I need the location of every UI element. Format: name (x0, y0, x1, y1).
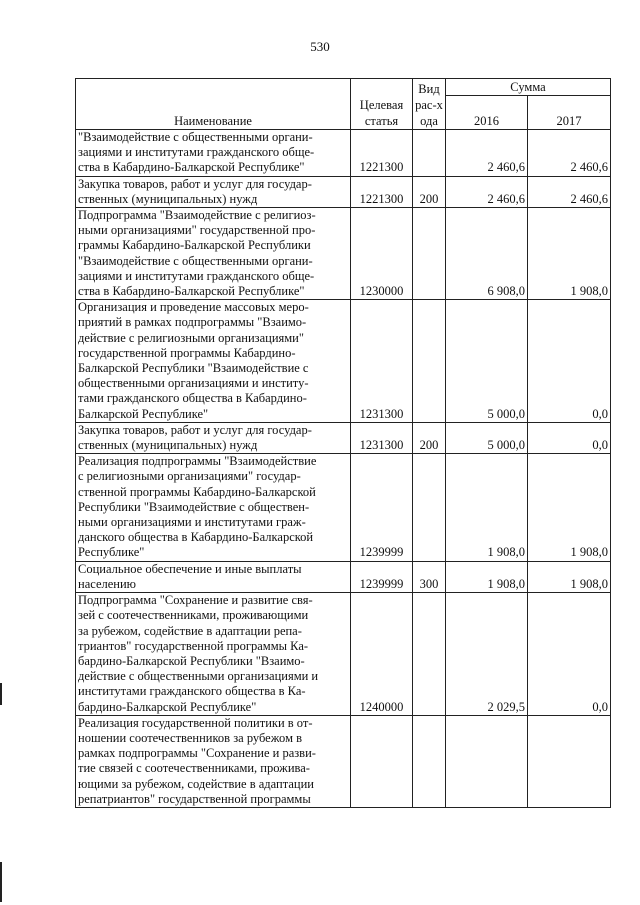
row-target-article: 1221300 (351, 176, 413, 207)
row-target-article: 1239999 (351, 454, 413, 561)
row-name-line: Реализация государственной политики в от- (78, 715, 313, 730)
row-name-line: ства в Кабардино-Балкарской Республике" (78, 160, 305, 175)
row-name-line: Подпрограмма "Сохранение и развитие свя- (78, 593, 313, 608)
row-name-line: рамках подпрограммы "Сохранение и разви- (78, 746, 316, 761)
table-row (76, 130, 611, 177)
row-sum-2016: 5 000,0 (446, 422, 528, 453)
row-name-line: населению (78, 576, 136, 591)
row-sum-2017: 0,0 (528, 422, 611, 453)
row-name (76, 130, 351, 177)
row-name-line: действие с общественными организациями и (78, 669, 319, 684)
table-row (76, 454, 611, 561)
header-target-article-text: Целевая статья (359, 98, 404, 128)
row-sum-2017: 1 908,0 (528, 561, 611, 592)
row-name-line: институтами гражданского общества в Ка- (78, 684, 306, 699)
row-name-line: с религиозными организациями" государ- (78, 469, 301, 484)
row-name (76, 454, 351, 561)
row-target-article: 1230000 (351, 208, 413, 300)
row-name-line: тами гражданского общества в Кабардино- (78, 391, 307, 406)
row-sum-2017: 0,0 (528, 593, 611, 716)
row-name-line: Организация и проведение массовых меро- (78, 300, 309, 315)
row-target-article (351, 715, 413, 807)
row-name-line: ющими за рубежом, содействие в адаптации (78, 776, 314, 791)
header-expense-type (413, 79, 446, 130)
row-sum-2016: 2 460,6 (446, 176, 528, 207)
row-name (76, 593, 351, 716)
row-expense-type (413, 715, 446, 807)
row-name-line: зациями и институтами гражданского обще- (78, 145, 315, 160)
row-name (76, 176, 351, 207)
table-row (76, 176, 611, 207)
budget-table (75, 78, 611, 808)
row-name-line: репатриантов" государственной программы (78, 791, 311, 806)
row-name (76, 300, 351, 423)
row-name-line: ными организациями и институтами граж- (78, 515, 306, 530)
row-name-line: ными организациями" государственной про- (78, 223, 316, 238)
row-sum-2016: 5 000,0 (446, 300, 528, 423)
row-name-line: ношении соотечественников за рубежом в (78, 730, 303, 745)
row-expense-type (413, 300, 446, 423)
page-number: 530 (310, 39, 330, 54)
row-name-line: государственной программы Кабардино- (78, 345, 296, 360)
row-name-line: Закупка товаров, работ и услуг для государ- (78, 176, 312, 191)
row-name-line: Республике" (78, 545, 145, 560)
row-name (76, 208, 351, 300)
row-name-line: данского общества в Кабардино-Балкарской (78, 530, 314, 545)
table-row (76, 561, 611, 592)
row-name-line: Подпрограмма "Взаимодействие с религиоз- (78, 208, 316, 223)
row-sum-2016: 2 029,5 (446, 593, 528, 716)
row-name-line: Социальное обеспечение и иные выплаты (78, 561, 302, 576)
table-row (76, 300, 611, 423)
row-target-article: 1231300 (351, 300, 413, 423)
header-year-2016: 2016 (446, 96, 528, 130)
row-name-line: зациями и институтами гражданского обще- (78, 268, 315, 283)
row-target-article: 1231300 (351, 422, 413, 453)
row-sum-2017: 1 908,0 (528, 454, 611, 561)
header-expense-type-text: Вид рас-хода (415, 82, 443, 128)
table-row (76, 422, 611, 453)
row-sum-2017: 2 460,6 (528, 130, 611, 177)
row-sum-2016: 1 908,0 (446, 561, 528, 592)
row-target-article: 1239999 (351, 561, 413, 592)
row-name-line: "Взаимодействие с общественными органи- (78, 253, 313, 268)
row-sum-2017: 1 908,0 (528, 208, 611, 300)
row-name (76, 715, 351, 807)
row-name-line: бардино-Балкарской Республике" (78, 699, 257, 714)
row-name-line: "Взаимодействие с общественными органи- (78, 130, 313, 144)
row-name-line: за рубежом, содействие в адаптации репа- (78, 623, 302, 638)
row-expense-type: 300 (413, 561, 446, 592)
row-name-line: общественными организациями и институ- (78, 376, 309, 391)
row-expense-type: 200 (413, 176, 446, 207)
header-target-article (351, 79, 413, 130)
row-name-line: приятий в рамках подпрограммы "Взаимо- (78, 315, 307, 330)
row-expense-type (413, 208, 446, 300)
header-year-2017: 2017 (528, 96, 611, 130)
row-name (76, 422, 351, 453)
row-name-line: Закупка товаров, работ и услуг для государ- (78, 422, 312, 437)
row-expense-type (413, 593, 446, 716)
row-name-line: бардино-Балкарской Республики "Взаимо- (78, 653, 305, 668)
table-row (76, 208, 611, 300)
row-name-line: Балкарской Республике" (78, 406, 209, 421)
row-sum-2017: 0,0 (528, 300, 611, 423)
table-row (76, 715, 611, 807)
row-expense-type (413, 130, 446, 177)
row-name-line: тие связей с соотечественниками, прожива- (78, 761, 310, 776)
row-name-line: Балкарской Республики "Взаимодействие с (78, 361, 309, 376)
margin-mark (0, 683, 2, 705)
row-name-line: ственных (муниципальных) нужд (78, 438, 258, 453)
row-sum-2016: 2 460,6 (446, 130, 528, 177)
row-name-line: ственной программы Кабардино-Балкарской (78, 484, 316, 499)
row-sum-2017 (528, 715, 611, 807)
row-target-article: 1221300 (351, 130, 413, 177)
row-name-line: Республики "Взаимодействие с обществен- (78, 499, 310, 514)
row-name-line: ства в Кабардино-Балкарской Республике" (78, 284, 305, 299)
row-sum-2017: 2 460,6 (528, 176, 611, 207)
row-sum-2016: 6 908,0 (446, 208, 528, 300)
row-name-line: действие с религиозными организациями" (78, 330, 304, 345)
row-name-line: Реализация подпрограммы "Взаимодействие (78, 454, 317, 469)
row-name-line: ственных (муниципальных) нужд (78, 191, 258, 206)
row-expense-type: 200 (413, 422, 446, 453)
row-name (76, 561, 351, 592)
row-name-line: граммы Кабардино-Балкарской Республики (78, 238, 311, 253)
header-sum: Сумма (446, 79, 611, 96)
margin-mark (0, 862, 2, 902)
table-row (76, 593, 611, 716)
row-target-article: 1240000 (351, 593, 413, 716)
row-name-line: зей с соотечественниками, проживающими (78, 608, 309, 623)
row-sum-2016 (446, 715, 528, 807)
row-sum-2016: 1 908,0 (446, 454, 528, 561)
header-name: Наименование (76, 79, 351, 130)
row-name-line: триантов" государственной программы Ка- (78, 638, 309, 653)
row-expense-type (413, 454, 446, 561)
